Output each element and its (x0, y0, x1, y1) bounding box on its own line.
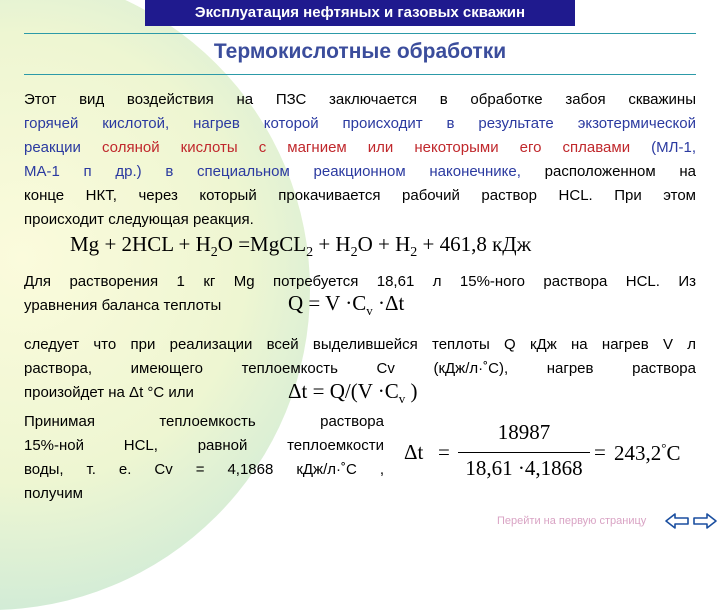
eq-sub: 2 (210, 245, 218, 261)
intro-line-4 (24, 160, 696, 184)
eq-plus: + (104, 232, 117, 256)
eq-paren: ) (410, 379, 418, 403)
eq-c: C (384, 379, 399, 403)
eq-dt: Δt (404, 440, 424, 464)
intro-line-2: горячей кислотой, нагрев которой происходит в результате экзотермической (24, 115, 696, 132)
header-bar (145, 0, 575, 26)
paragraph-intro (24, 88, 696, 232)
eq-paren: ( (350, 379, 358, 403)
eq-plus: + (422, 232, 435, 256)
fraction-denominator: 18,61 ·4,1868 (465, 456, 583, 480)
eq-sub: 2 (410, 245, 418, 261)
intro-line-1: Этот вид воздействия на ПЗС заключается в обработке забоя скважины (24, 91, 696, 108)
eq-hcl: 2HCL (121, 232, 174, 256)
assumption-line-1: Принимая теплоемкость раствора (24, 413, 384, 430)
eq-result-value (614, 440, 680, 466)
dissolve-line-1: Для растворения 1 кг Mg потребуется 18,61 л 15%-ного раствора HCL. Из (24, 273, 696, 290)
eq-dt: Δt (384, 291, 405, 315)
eq-v: V (325, 291, 340, 315)
heating-line-1: следует что при реализации всей выделившейся теплоты Q кДж на нагрев V л (24, 336, 696, 353)
eq-dt: Δt (288, 379, 308, 403)
eq-dot: · (377, 291, 385, 315)
dissolve-line-2: уравнения баланса теплоты (24, 297, 222, 314)
eq-o: O (357, 232, 373, 256)
eq-equals: = (312, 379, 325, 403)
eq-plus: + (178, 232, 191, 256)
eq-sub: v (366, 303, 373, 319)
intro-line-3 (24, 136, 696, 160)
eq-equals: = (594, 440, 606, 464)
eq-h: H (395, 232, 411, 256)
divider-top (24, 33, 696, 34)
eq-sub: 2 (306, 245, 314, 261)
header-title: Эксплуатация нефтяных и газовых скважин (194, 4, 526, 21)
eq-slash: / (344, 379, 351, 403)
eq-h: H (335, 232, 351, 256)
assumption-line-4: получим (24, 485, 83, 502)
eq-q: Q (288, 291, 304, 315)
eq-h: H (195, 232, 211, 256)
eq-mgcl: MgCL (250, 232, 307, 256)
intro-tip-text: МА-1 п др.) в специальном реакционном наконечнике, (24, 163, 521, 180)
intro-word-reaction: реакции (24, 139, 81, 156)
intro-line-5: конце НКТ, через который прокачивается рабочий раствор HCL. При этом (24, 187, 696, 204)
eq-dot: · (345, 291, 353, 315)
delta-t-equation (288, 379, 418, 407)
eq-sub: v (398, 391, 406, 407)
eq-equals: = (438, 440, 450, 464)
heating-line-2: раствора, имеющего теплоемкость Cv (кДж/л·˚С), нагрев раствора (24, 360, 696, 377)
reaction-equation (70, 232, 531, 261)
fraction-bar (458, 452, 590, 453)
first-page-link[interactable]: Перейти на первую страницу (497, 515, 647, 527)
intro-alloy-text: (МЛ-1, (651, 139, 696, 156)
slide-title: Термокислотные обработки (213, 40, 507, 63)
heating-line-3: произойдет на Δt °С или (24, 384, 194, 401)
heat-balance-equation (288, 291, 404, 319)
result-unit: C (666, 441, 681, 465)
eq-dot: · (377, 379, 385, 403)
intro-location-text: расположенном на (544, 163, 696, 180)
eq-plus: + (318, 232, 331, 256)
eq-equals: = (238, 232, 251, 256)
result-equation (404, 420, 704, 490)
arrow-right-icon[interactable] (692, 512, 718, 530)
fraction-numerator: 18987 (497, 420, 551, 444)
intro-line-6: происходит следующая реакция. (24, 211, 254, 228)
eq-equals: = (308, 291, 321, 315)
assumption-line-2: 15%-ной HCL, равной теплоемкости (24, 437, 384, 454)
eq-c: C (352, 291, 367, 315)
intro-acid-text: соляной кислоты с магнием или некоторыми его сплавами (102, 139, 631, 156)
arrow-left-icon[interactable] (664, 512, 690, 530)
eq-plus: + (378, 232, 390, 256)
degree-sign: ° (661, 440, 667, 455)
eq-o: O (217, 232, 233, 256)
eq-q: Q (329, 379, 345, 403)
eq-sub: 2 (350, 245, 358, 261)
divider-bottom (24, 74, 696, 75)
result-number: 243,2 (614, 441, 662, 465)
eq-energy: 461,8 кДж (439, 232, 532, 256)
eq-v: V (357, 379, 373, 403)
assumption-line-3: воды, т. е. Cv = 4,1868 кДж/л·˚С , (24, 461, 384, 478)
eq-mg: Mg (70, 232, 100, 256)
paragraph-assumption (24, 410, 384, 506)
